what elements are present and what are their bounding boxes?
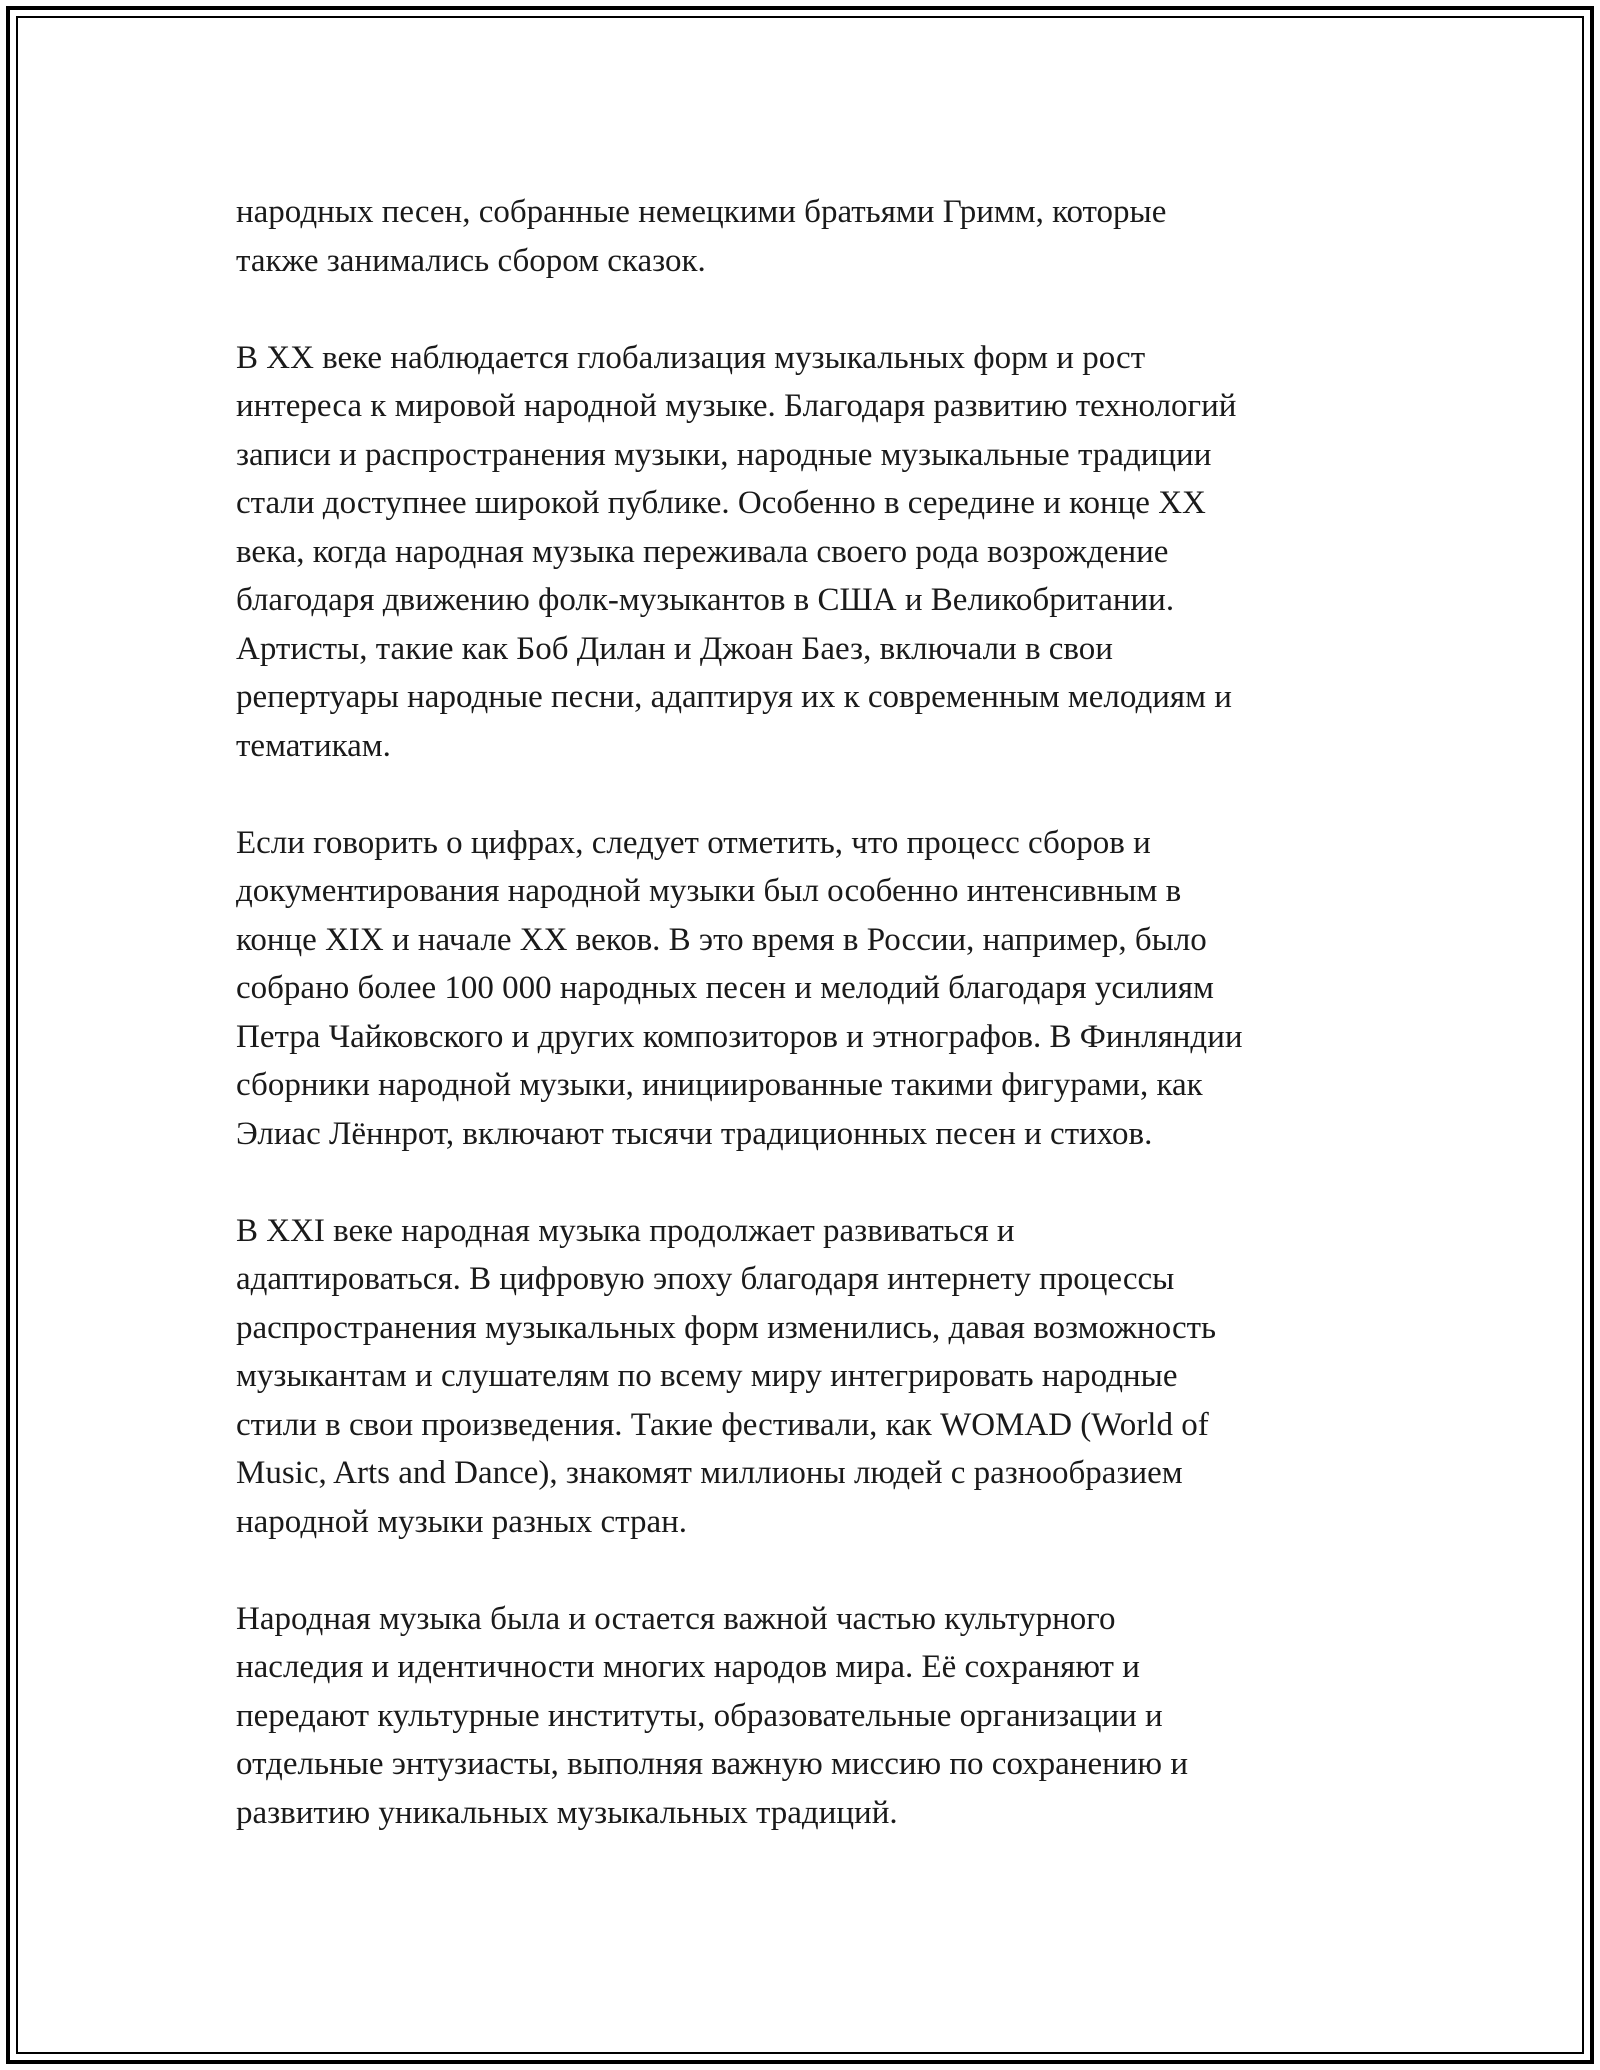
paragraph-conclusion: Народная музыка была и остается важной частью культурного наследия и идентичности многих народов мира. Её сохраняют и передают культурные институты, образовательные организации и отдельные энтузиасты, выполняя важную миссию по сохранению и развитию уникальных музыкальных традиций.	[236, 1600, 1188, 1831]
paragraph-twenty-first-century: В XXI веке народная музыка продолжает развиваться и адаптироваться. В цифровую эпоху благодаря интернету процессы распространения музыкальных форм изменились, давая возможность музыкантам и слушателям по всему миру интегрировать народные стили в свои произведения. Такие фестивали, как WOMAD (World of Music, Arts and Dance), знакомят миллионы людей с разнообразием народной музыки разных стран.	[236, 1212, 1217, 1540]
paragraph-grimm-continuation: народных песен, собранные немецкими братьями Гримм, которые также занимались сбором сказок.	[236, 194, 1167, 279]
document-body	[236, 188, 1386, 1886]
paragraph-numbers: Если говорить о цифрах, следует отметить, что процесс сборов и документирования народной музыки был особенно интенсивным в конце XIX и начале XX веков. В это время в России, например, было собрано более 100 000 народных песен и мелодий благодаря усилиям Петра Чайковского и других композиторов и этнографов. В Финляндии сборники народной музыки, инициированные такими фигурами, как Элиас Лённрот, включают тысячи традиционных песен и стихов.	[236, 824, 1243, 1152]
paragraph-twentieth-century: В XX веке наблюдается глобализация музыкальных форм и рост интереса к мировой народной музыке. Благодаря развитию технологий записи и распространения музыки, народные музыкальные традиции стали доступнее широкой публике. Особенно в середине и конце XX века, когда народная музыка переживала своего рода возрождение благодаря движению фолк-музыкантов в США и Великобритании. Артисты, такие как Боб Дилан и Джоан Баез, включали в свои репертуары народные песни, адаптируя их к современным мелодиям и тематикам.	[236, 339, 1237, 764]
